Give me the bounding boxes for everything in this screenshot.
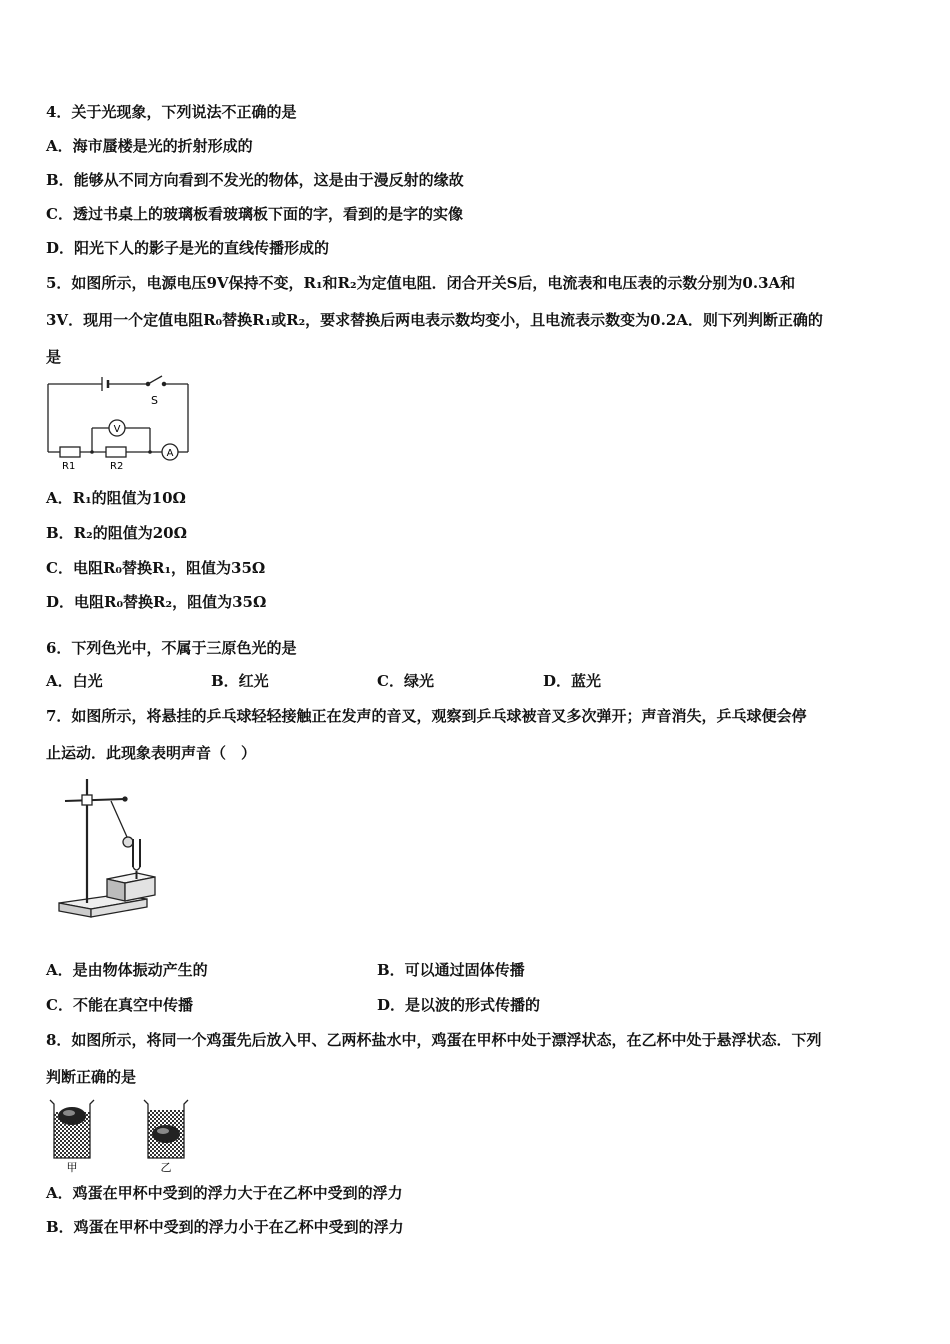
cup-b-label: 乙 — [160, 1161, 172, 1174]
q5-circuit-figure — [40, 372, 200, 472]
q5-option-d: D．电阻R₀替换R₂，阻值为35Ω — [46, 593, 267, 611]
q5-option-a: A．R₁的阻值为10Ω — [46, 489, 186, 507]
q7-option-d: D．是以波的形式传播的 — [377, 996, 541, 1014]
q7-option-b: B．可以通过固体传播 — [377, 961, 525, 979]
q8-option-a: A．鸡蛋在甲杯中受到的浮力大于在乙杯中受到的浮力 — [46, 1184, 403, 1202]
q6-option-c: C．绿光 — [377, 672, 434, 690]
q4-stem: 4．关于光现象，下列说法不正确的是 — [46, 103, 297, 121]
q8-beakers-figure — [44, 1096, 204, 1174]
q5-option-c: C．电阻R₀替换R₁，阻值为35Ω — [46, 559, 266, 577]
q7-option-c: C．不能在真空中传播 — [46, 996, 193, 1014]
q5-stem-line-2: 3V．现用一个定值电阻R₀替换R₁或R₂，要求替换后两电表示数均变小，且电流表示数变为0.2A．则下列判断正确的 — [46, 311, 823, 329]
q8-option-b: B．鸡蛋在甲杯中受到的浮力小于在乙杯中受到的浮力 — [46, 1218, 404, 1236]
ammeter-label: A — [166, 448, 174, 459]
q7-tuning-fork-figure — [55, 775, 165, 925]
q6-option-b: B．红光 — [211, 672, 269, 690]
q4-option-b: B．能够从不同方向看到不发光的物体，这是由于漫反射的缘故 — [46, 171, 464, 189]
q5-stem-line-1: 5．如图所示，电源电压9V保持不变，R₁和R₂为定值电阻．闭合开关S后，电流表和电压表的示数分别为0.3A和 — [46, 274, 796, 292]
q4-option-c: C．透过书桌上的玻璃板看玻璃板下面的字，看到的是字的实像 — [46, 205, 463, 223]
q4-option-a: A．海市蜃楼是光的折射形成的 — [46, 137, 253, 155]
q6-stem: 6．下列色光中，不属于三原色光的是 — [46, 639, 297, 657]
q5-stem-line-3: 是 — [46, 348, 62, 366]
q6-option-d: D．蓝光 — [543, 672, 602, 690]
r2-label: R2 — [110, 461, 124, 472]
q4-option-d: D．阳光下人的影子是光的直线传播形成的 — [46, 239, 330, 257]
r1-label: R1 — [62, 461, 76, 472]
cup-a-label: 甲 — [66, 1161, 78, 1174]
q7-stem-line-2: 止运动．此现象表明声音（ ） — [46, 744, 257, 762]
q7-option-a: A．是由物体振动产生的 — [46, 961, 208, 979]
voltmeter-label: V — [113, 424, 121, 435]
q7-stem-line-1: 7．如图所示，将悬挂的乒乓球轻轻接触正在发声的音叉，观察到乒乓球被音叉多次弹开；声音消失，乒乓球便会停 — [46, 707, 807, 725]
q8-stem-line-1: 8．如图所示，将同一个鸡蛋先后放入甲、乙两杯盐水中，鸡蛋在甲杯中处于漂浮状态，在乙杯中处于悬浮状态．下列 — [46, 1031, 822, 1049]
switch-label: S — [151, 394, 158, 407]
q5-option-b: B．R₂的阻值为20Ω — [46, 524, 187, 542]
q8-stem-line-2: 判断正确的是 — [46, 1068, 137, 1086]
q6-option-a: A．白光 — [46, 672, 103, 690]
